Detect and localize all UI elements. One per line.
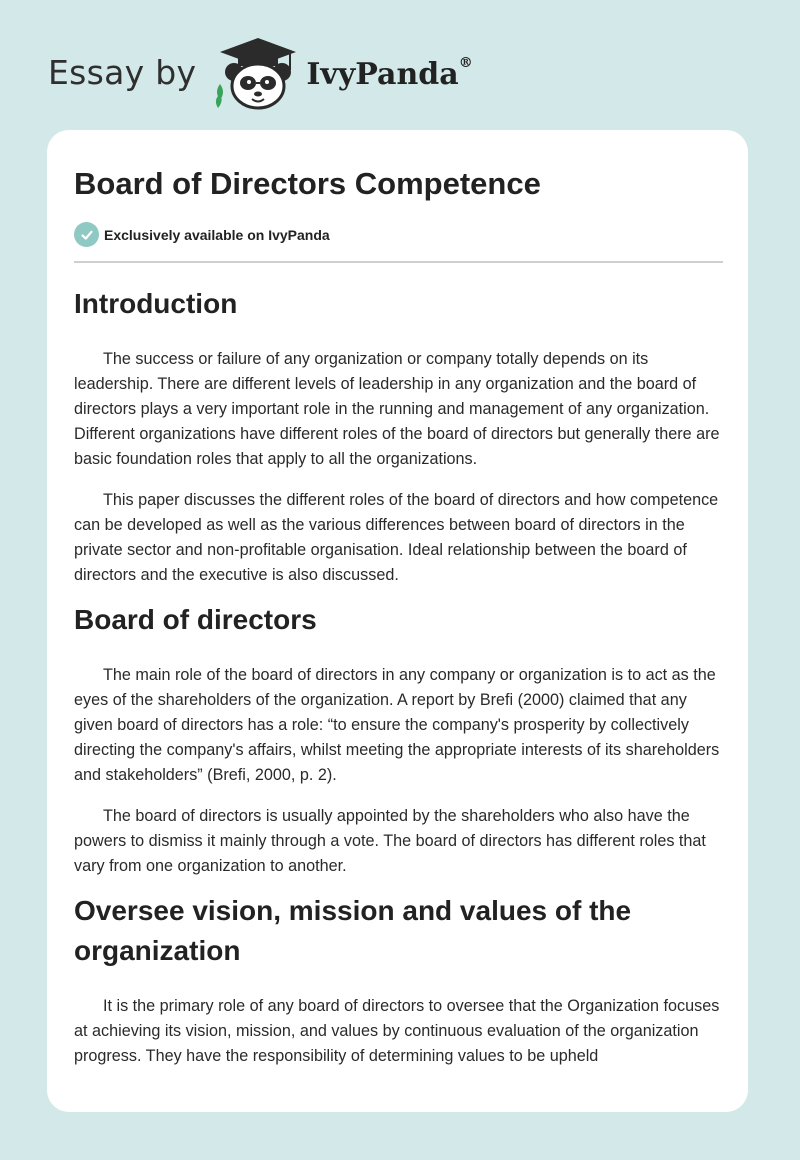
check-icon [74, 222, 99, 247]
section-heading: Board of directors [74, 604, 317, 635]
paragraph: The board of directors is usually appointed by the shareholders who also have the powers to dismiss it mainly through a vote. The board of directors has different roles that vary from one organization to another. [74, 807, 706, 875]
page-title: Board of Directors Competence [74, 166, 541, 201]
document-body [74, 280, 726, 1069]
title-divider [74, 261, 723, 263]
brand-header [48, 34, 473, 110]
section-heading: Oversee vision, mission and values of the organization [74, 895, 632, 966]
exclusive-badge [74, 222, 330, 247]
section-heading: Introduction [74, 288, 238, 319]
panda-graduate-icon [210, 34, 302, 110]
essay-by-label: Essay by [48, 52, 197, 92]
brand-name: IvyPanda® [306, 54, 473, 92]
paragraph: The success or failure of any organization or company totally depends on its leadership. There are different levels of leadership in any organization and the board of directors plays a very important role in the running and management of any organization. Different organizations have different roles of the board of directors but generally there are basic foundation roles that apply to all the organizations. [74, 350, 720, 468]
exclusive-text: Exclusively available on IvyPanda [104, 226, 330, 243]
document-card [47, 130, 748, 1112]
paragraph: This paper discusses the different roles of the board of directors and how competence can be developed as well as the various differences between board of directors in the private sector and non-profitable organisation. Ideal relationship between the board of directors and the executive is also discussed. [74, 491, 719, 584]
paragraph: It is the primary role of any board of directors to oversee that the Organization focuses at achieving its vision, mission, and values by continuous evaluation of the organization progress. They have the responsibility of determining values to be upheld [74, 997, 720, 1065]
paragraph: The main role of the board of directors in any company or organization is to act as the eyes of the shareholders of the organization. A report by Brefi (2000) claimed that any given board of directors has a role: “to ensure the company's prosperity by collectively directing the company's affairs, whilst meeting the appropriate interests of its shareholders and stakeholders” (Brefi, 2000, p. 2). [74, 666, 720, 784]
